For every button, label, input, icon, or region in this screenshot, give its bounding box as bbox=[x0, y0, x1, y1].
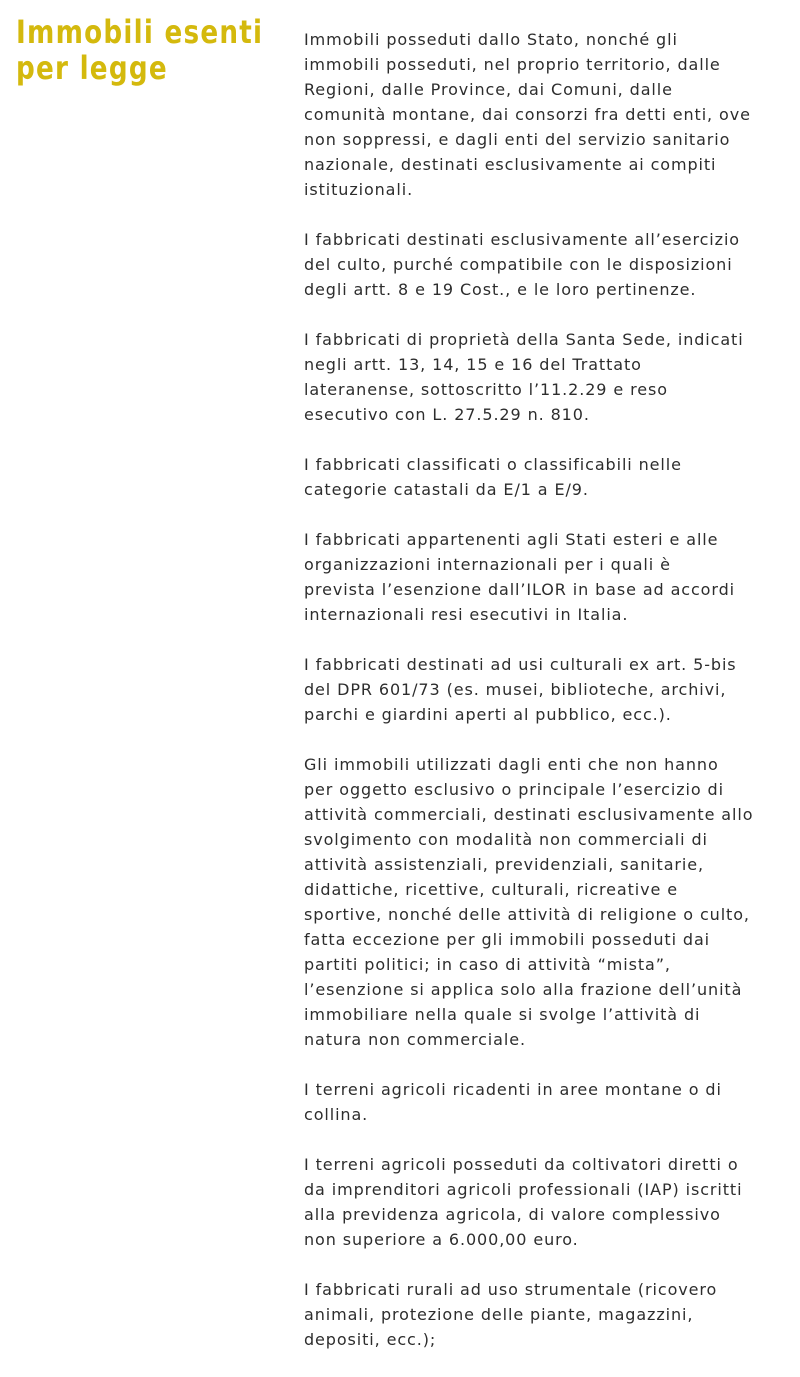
paragraph-line: sportive, nonché delle attività di religione o culto, bbox=[304, 905, 750, 924]
paragraph-line: attività commerciali, destinati esclusivamente allo bbox=[304, 805, 754, 824]
paragraph-line: collina. bbox=[304, 1105, 369, 1124]
paragraph-line: animali, protezione delle piante, magazzini, bbox=[304, 1305, 694, 1324]
paragraph-line: esecutivo con L. 27.5.29 n. 810. bbox=[304, 405, 590, 424]
paragraph-line: Gli immobili utilizzati dagli enti che non hanno bbox=[304, 755, 719, 774]
paragraph-line: organizzazioni internazionali per i quali è bbox=[304, 555, 671, 574]
page-title bbox=[16, 13, 264, 87]
page-title-line-1: Immobili esenti bbox=[16, 13, 264, 51]
paragraph-line: I fabbricati rurali ad uso strumentale (ricovero bbox=[304, 1280, 718, 1299]
paragraph-line: natura non commerciale. bbox=[304, 1030, 526, 1049]
exemption-paragraph bbox=[304, 452, 790, 502]
paragraph-line: internazionali resi esecutivi in Italia. bbox=[304, 605, 629, 624]
exemption-list bbox=[304, 27, 790, 1377]
paragraph-line: attività assistenziali, previdenziali, sanitarie, bbox=[304, 855, 704, 874]
exemption-paragraph bbox=[304, 327, 790, 427]
paragraph-line: comunità montane, dai consorzi fra detti enti, ove bbox=[304, 105, 751, 124]
exemption-paragraph bbox=[304, 1277, 790, 1352]
paragraph-line: I fabbricati appartenenti agli Stati esteri e alle bbox=[304, 530, 719, 549]
paragraph-line: istituzionali. bbox=[304, 180, 414, 199]
paragraph-line: da imprenditori agricoli professionali (IAP) iscritti bbox=[304, 1180, 743, 1199]
exemption-paragraph bbox=[304, 27, 790, 202]
exemption-paragraph bbox=[304, 1152, 790, 1252]
paragraph-line: parchi e giardini aperti al pubblico, ecc.). bbox=[304, 705, 672, 724]
paragraph-line: fatta eccezione per gli immobili posseduti dai bbox=[304, 930, 711, 949]
paragraph-line: immobiliare nella quale si svolge l’attività di bbox=[304, 1005, 701, 1024]
paragraph-line: depositi, ecc.); bbox=[304, 1330, 437, 1349]
paragraph-line: per oggetto esclusivo o principale l’esercizio di bbox=[304, 780, 724, 799]
paragraph-line: non soppressi, e dagli enti del servizio sanitario bbox=[304, 130, 731, 149]
paragraph-line: Regioni, dalle Province, dai Comuni, dalle bbox=[304, 80, 673, 99]
exemption-paragraph bbox=[304, 752, 790, 1052]
paragraph-line: del culto, purché compatibile con le disposizioni bbox=[304, 255, 733, 274]
paragraph-line: I fabbricati destinati ad usi culturali ex art. 5-bis bbox=[304, 655, 737, 674]
page-title-line-2: per legge bbox=[16, 49, 168, 87]
paragraph-line: prevista l’esenzione dall’ILOR in base ad accordi bbox=[304, 580, 735, 599]
paragraph-line: svolgimento con modalità non commerciali di bbox=[304, 830, 708, 849]
paragraph-line: non superiore a 6.000,00 euro. bbox=[304, 1230, 579, 1249]
exemption-paragraph bbox=[304, 1077, 790, 1127]
exemption-paragraph bbox=[304, 227, 790, 302]
paragraph-line: I fabbricati di proprietà della Santa Sede, indicati bbox=[304, 330, 744, 349]
paragraph-line: immobili posseduti, nel proprio territorio, dalle bbox=[304, 55, 721, 74]
paragraph-line: categorie catastali da E/1 a E/9. bbox=[304, 480, 589, 499]
exemption-paragraph bbox=[304, 527, 790, 627]
paragraph-line: didattiche, ricettive, culturali, ricreative e bbox=[304, 880, 678, 899]
paragraph-line: I terreni agricoli ricadenti in aree montane o di bbox=[304, 1080, 722, 1099]
paragraph-line: negli artt. 13, 14, 15 e 16 del Trattato bbox=[304, 355, 642, 374]
paragraph-line: l’esenzione si applica solo alla frazione dell’unità bbox=[304, 980, 743, 999]
paragraph-line: alla previdenza agricola, di valore complessivo bbox=[304, 1205, 721, 1224]
paragraph-line: del DPR 601/73 (es. musei, biblioteche, archivi, bbox=[304, 680, 727, 699]
exemption-paragraph bbox=[304, 652, 790, 727]
paragraph-line: I fabbricati classificati o classificabili nelle bbox=[304, 455, 682, 474]
paragraph-line: nazionale, destinati esclusivamente ai compiti bbox=[304, 155, 717, 174]
paragraph-line: I fabbricati destinati esclusivamente all’esercizio bbox=[304, 230, 740, 249]
paragraph-line: Immobili posseduti dallo Stato, nonché gli bbox=[304, 30, 678, 49]
paragraph-line: I terreni agricoli posseduti da coltivatori diretti o bbox=[304, 1155, 739, 1174]
paragraph-line: partiti politici; in caso di attività “mista”, bbox=[304, 955, 671, 974]
paragraph-line: degli artt. 8 e 19 Cost., e le loro pertinenze. bbox=[304, 280, 697, 299]
paragraph-line: lateranense, sottoscritto l’11.2.29 e reso bbox=[304, 380, 668, 399]
